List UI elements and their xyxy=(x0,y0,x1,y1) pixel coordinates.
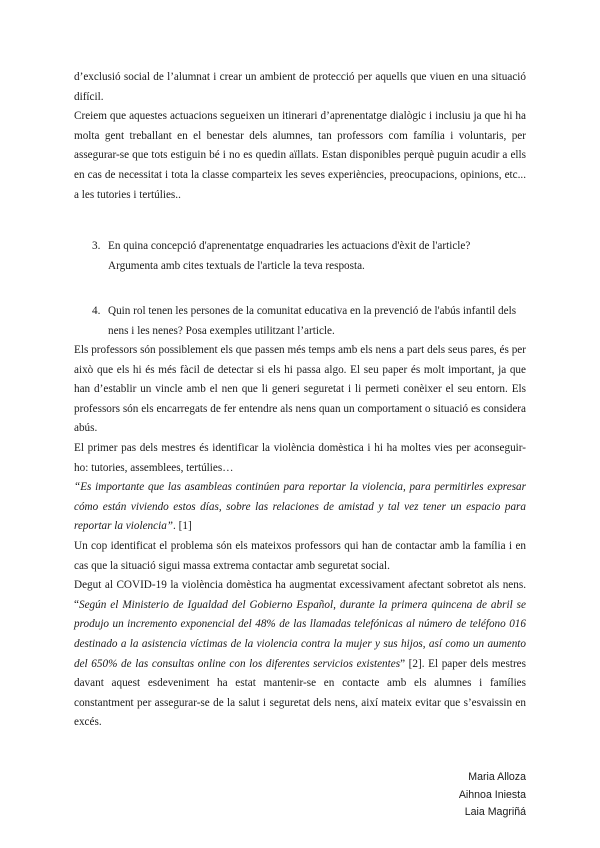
author-name: Maria Alloza xyxy=(468,771,526,783)
quote-assemblies: “Es importante que las asambleas continúen para reportar la violencia, para permitirles expresar cómo están viviendo estos días, sobre las relaciones de amistad y tal vez tener un espacio para reportar la violencia” xyxy=(74,481,526,533)
author-name: Aihnoa Iniesta xyxy=(458,788,526,801)
question-3-number: 3. xyxy=(92,240,101,252)
quote-ministry: Según el Ministerio de Igualdad del Gobierno Español, durante la primera quincena de abril se produjo un incremento exponencial del 48% de las llamadas telefónicas al número de teléfono 016 destinado a la asistencia víctimas de la violencia contra la mujer y sus hijos, así como un aumento del 650% de las consultas online con los diferentes servicios existentes xyxy=(74,598,526,670)
paragraph-contact: Un cop identificat el problema són els mateixos professors qui han de contactar amb la família i en cas que la situació sigui massa extrema contactar amb seguretat social. xyxy=(74,539,526,572)
paragraph-covid xyxy=(74,576,526,733)
question-3-text: En quina concepció d'aprenentatge enquadraries les actuacions d'èxit de l'article? Argumenta amb cites textuals de l'article la teva resposta. xyxy=(108,240,471,272)
intro-section xyxy=(74,68,526,205)
paragraph-quote-assemblies xyxy=(74,478,526,537)
quote-assemblies-ref: . [1] xyxy=(173,520,192,533)
question-3 xyxy=(92,237,522,276)
authors-signature xyxy=(459,769,526,822)
question-4 xyxy=(92,302,522,341)
author-name: Laia Magriñá xyxy=(464,806,526,818)
answer-section xyxy=(74,341,526,733)
covid-intro: Degut al COVID-19 la violència domèstica ha augmentat excessivament afectant sobretot als nens. “ xyxy=(74,579,526,611)
question-4-number: 4. xyxy=(92,305,101,317)
question-4-text: Quin rol tenen les persones de la comunitat educativa en la prevenció de l'abús infantil dels nens i les nenes? Posa exemples utilitzant l’article. xyxy=(108,305,517,337)
paragraph-exclusion: d’exclusió social de l’alumnat i crear un ambient de protecció per aquells que viuen en una situació difícil. xyxy=(74,71,526,103)
covid-conclusion: ” [2]. El paper dels mestres davant aquest esdeveniment ha estat mantenir-se en contacte amb els alumnes i famílies constantment per assegurar-se de la salut i seguretat dels nens, així mateix evitar que s’esvaissin en excés. xyxy=(74,657,526,729)
paragraph-first-step: El primer pas dels mestres és identificar la violència domèstica i hi ha moltes vies per aconseguir-ho: tutories, assemblees, tertúlies… xyxy=(74,441,526,474)
paragraph-teachers-role: Els professors són possiblement els que passen més temps amb els nens a part dels seus pares, és per això que els hi és més fàcil de detectar si els hi passa algo. El seu paper és molt important, ja que han d’establir un vincle amb el nen que li generi seguretat i li permeti conèixer el seu entorn. Els professors són els encarregats de fer entendre als nens quan un comportament o situació es considera abús. xyxy=(74,344,526,435)
paragraph-dialogic-learning: Creiem que aquestes actuacions segueixen un itinerari d’aprenentatge dialògic i inclusiu ja que hi ha molta gent treballant en el benestar dels alumnes, tan professors com família i voluntaris, per assegurar-se que tots estiguin bé i no es quedin aïllats. Estan disponibles perquè puguin acudir a ells en cas de necessitat i tota la classe comparteix les seves experiències, preocupacions, opinions, etc... a les tutories i tertúlies.. xyxy=(74,110,526,201)
